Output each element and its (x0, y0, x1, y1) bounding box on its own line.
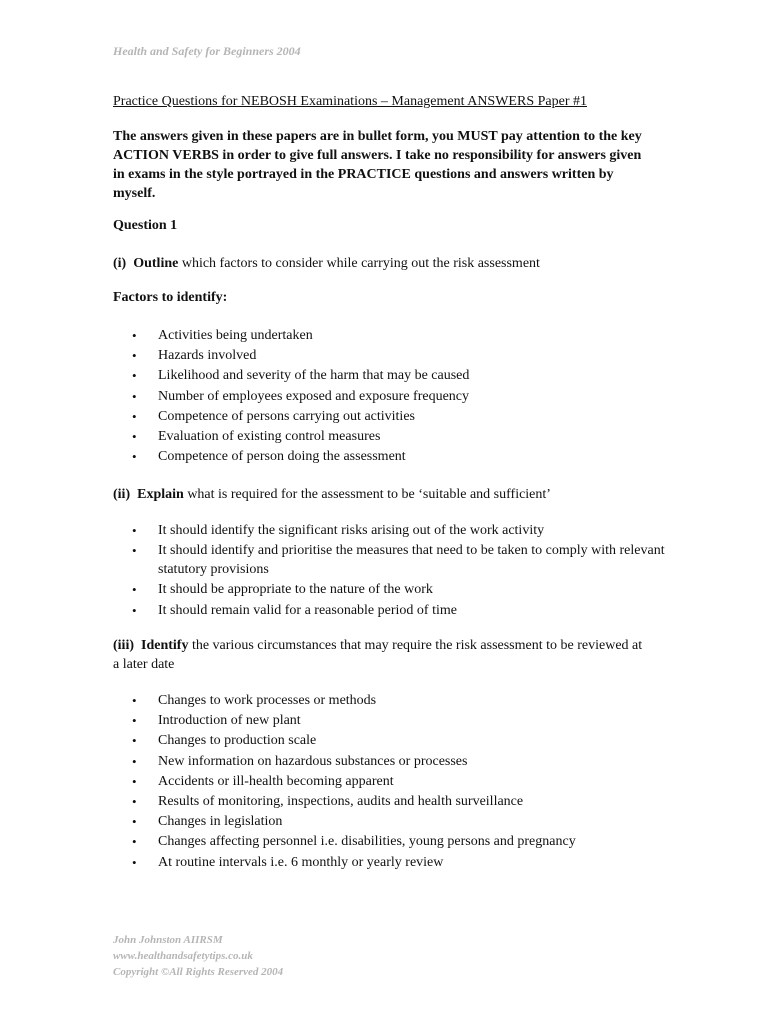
list-item-text: Activities being undertaken (158, 328, 313, 343)
part-iii-verb: Identify (141, 638, 189, 653)
disclaimer-text: The answers given in these papers are in bullet form, you MUST pay attention to the key ACTION VERBS in order to give full answers. I take no responsibility for answers given in exams in the style portrayed in the PRACTICE questions and answers written by myself. (113, 129, 642, 201)
list-item (113, 447, 673, 466)
part-i-prompt (113, 254, 643, 273)
list-item-text: Likelihood and severity of the harm that may be caused (158, 368, 470, 384)
list-item-text: Competence of persons carrying out activities (158, 408, 415, 424)
part-i-verb: Outline (133, 256, 179, 271)
document-title: Practice Questions for NEBOSH Examinations – Management ANSWERS Paper #1 (113, 94, 587, 109)
bullet-icon: • (132, 368, 137, 384)
list-item-text: Introduction of new plant (158, 713, 301, 729)
list-item (113, 541, 673, 579)
bullet-icon: • (132, 449, 137, 465)
list-item-text: Changes affecting personnel i.e. disabilities, young persons and pregnancy (158, 834, 576, 850)
part-ii-prompt (113, 485, 643, 504)
list-item (113, 580, 673, 599)
bullet-icon: • (132, 793, 137, 809)
bullet-icon: • (132, 408, 137, 424)
running-header: Health and Safety for Beginners 2004 (113, 44, 301, 58)
bullet-icon: • (132, 388, 137, 404)
list-item-text: Accidents or ill-health becoming apparent (158, 773, 394, 789)
review-circumstances-list (113, 691, 673, 873)
list-item-text: Number of employees exposed and exposure frequency (158, 388, 470, 404)
list-item-text: Results of monitoring, inspections, audits and health surveillance (158, 793, 524, 809)
bullet-icon: • (132, 582, 137, 598)
factors-heading: Factors to identify: (113, 290, 228, 305)
part-i-label: (i) (113, 256, 127, 271)
list-item-text: New information on hazardous substances or processes (158, 753, 468, 769)
part-i-text: which factors to consider while carrying out the risk assessment (178, 256, 540, 271)
bullet-icon: • (132, 713, 137, 729)
list-item (113, 792, 673, 811)
list-item-text: Changes to work processes or methods (158, 693, 377, 708)
list-item (113, 407, 673, 426)
bullet-icon: • (132, 693, 137, 708)
part-iii-label: (iii) (113, 638, 134, 653)
footer-author: John Johnston AIIRSM (113, 934, 223, 946)
list-item-text: It should be appropriate to the nature of the work (158, 582, 433, 598)
page-footer (113, 932, 283, 980)
part-ii-label: (ii) (113, 487, 131, 502)
bullet-icon: • (132, 428, 137, 444)
list-item-text: At routine intervals i.e. 6 monthly or yearly review (158, 854, 444, 870)
bullet-icon: • (132, 348, 137, 364)
bullet-icon: • (132, 543, 137, 559)
bullet-icon: • (132, 773, 137, 789)
bullet-icon: • (132, 602, 137, 618)
list-item-text: It should identify the significant risks arising out of the work activity (158, 523, 545, 538)
list-item-text: Changes to production scale (158, 733, 317, 749)
list-item (113, 731, 673, 750)
bullet-icon: • (132, 854, 137, 870)
list-item-text: Evaluation of existing control measures (158, 428, 381, 444)
list-item (113, 752, 673, 771)
list-item (113, 691, 673, 710)
list-item (113, 812, 673, 831)
bullet-icon: • (132, 523, 137, 538)
suitable-sufficient-list (113, 521, 673, 621)
bullet-icon: • (132, 753, 137, 769)
list-item-text: Changes in legislation (158, 814, 283, 830)
list-item (113, 772, 673, 791)
list-item (113, 521, 673, 540)
factors-list (113, 326, 673, 467)
list-item-text: It should remain valid for a reasonable period of time (158, 602, 457, 618)
bullet-icon: • (132, 733, 137, 749)
question-heading: Question 1 (113, 218, 178, 233)
bullet-icon: • (132, 814, 137, 830)
list-item (113, 366, 673, 385)
footer-copyright: Copyright ©All Rights Reserved 2004 (113, 966, 284, 978)
list-item (113, 326, 673, 345)
list-item (113, 711, 673, 730)
list-item (113, 346, 673, 365)
list-item-text: Competence of person doing the assessment (158, 449, 406, 465)
bullet-icon: • (132, 328, 137, 343)
list-item-text: Hazards involved (158, 348, 257, 364)
bullet-icon: • (132, 834, 137, 850)
disclaimer-paragraph (113, 127, 653, 203)
footer-website: www.healthandsafetytips.co.uk (113, 950, 253, 962)
part-ii-verb: Explain (137, 487, 184, 502)
list-item (113, 832, 673, 851)
list-item (113, 387, 673, 406)
part-ii-text: what is required for the assessment to be ‘suitable and sufficient’ (183, 487, 551, 502)
part-iii-text: the various circumstances that may require the risk assessment to be reviewed at a later date (113, 638, 643, 672)
list-item-text: It should identify and prioritise the measures that need to be taken to comply with relevant statutory provisions (158, 543, 665, 578)
list-item (113, 427, 673, 446)
list-item (113, 853, 673, 872)
list-item (113, 601, 673, 620)
part-iii-prompt (113, 636, 643, 674)
